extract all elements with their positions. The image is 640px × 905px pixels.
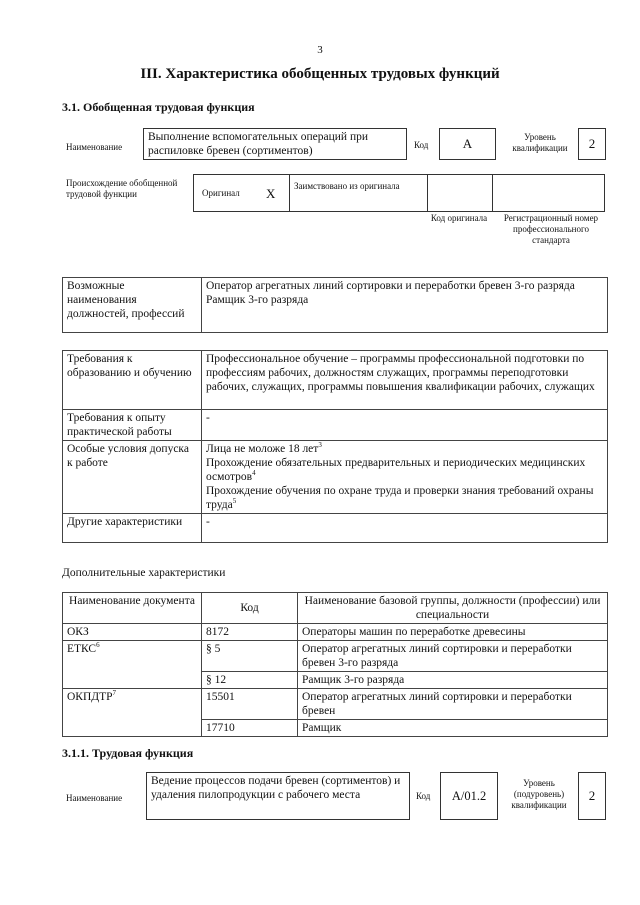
origin-label: Происхождение обобщенной трудовой функции [66,178,178,199]
etks-code-1: § 5 [202,641,298,672]
experience-label: Требования к опыту практической работы [63,410,202,441]
requirements-table [62,350,608,543]
table-row [63,641,608,672]
positions-label: Возможные наименования должностей, профессий [63,278,202,333]
experience-value: - [202,410,608,441]
okpdtr-name-1: Оператор агрегатных линий сортировки и переработки бревен [298,689,608,720]
gtf-name-value: Выполнение вспомогательных операций при распиловке бревен (сортиментов) [143,128,407,160]
header-code: Код [202,593,298,624]
special-line-2: Прохождение обязательных предварительных и периодических медицинских осмотров$^4$ [206,457,586,483]
okpdtr-code-1: 15501 [202,689,298,720]
origin-divider-1 [289,175,290,211]
etks-name-1: Оператор агрегатных линий сортировки и переработки бревен 3-го разряда [298,641,608,672]
origin-reg-number-label: Регистрационный номер профессионального стандарта [503,213,599,245]
origin-original-label: Оригинал [202,188,240,198]
etks-name-2: Рамщик 3-го разряда [298,672,608,689]
origin-divider-2 [427,175,428,211]
origin-box [193,174,605,212]
education-label: Требования к образованию и обучению [63,351,202,410]
table-row [63,689,608,720]
other-label: Другие характеристики [63,514,202,543]
footnote-3: 3 [318,441,322,450]
gtf-heading: 3.1. Обобщенная трудовая функция [62,100,255,114]
special-line-1: Лица не моложе 18 лет$^3$ [206,441,322,455]
additional-heading: Дополнительные характеристики [62,567,226,579]
okz-name: Операторы машин по переработке древесины [298,624,608,641]
origin-code-original-label: Код оригинала [430,213,488,223]
positions-table [62,277,608,333]
tf-heading: 3.1.1. Трудовая функция [62,746,194,760]
gtf-code-label: Код [414,140,429,150]
gtf-code-value: А [439,128,496,160]
okz-code: 8172 [202,624,298,641]
tf-code-value: А/01.2 [440,772,498,820]
special-values [202,441,608,514]
etks-doc: ЕТКС$^6$ [63,641,202,689]
additional-table [62,592,608,737]
origin-original-mark: X [266,186,276,201]
footnote-7: 7 [112,689,117,698]
special-line-3: Прохождение обучения по охране труда и проверки знания требований охраны труда$^5$ [206,485,594,511]
okz-doc: ОКЗ [63,624,202,641]
positions-line-1: Оператор агрегатных линий сортировки и переработки бревен 3-го разряда [206,280,575,292]
tf-level-value: 2 [578,772,606,820]
tf-name-value: Ведение процессов подачи бревен (сортиментов) и удаления пилопродукции с рабочего места [146,772,410,820]
footnote-6: 6 [96,641,100,650]
gtf-level-value: 2 [578,128,606,160]
positions-line-2: Рамщик 3-го разряда [206,294,309,306]
header-name: Наименование базовой группы, должности (профессии) или специальности [298,593,608,624]
origin-borrowed-label: Заимствовано из оригинала [294,181,400,191]
table-row [63,624,608,641]
okpdtr-name-2: Рамщик [298,720,608,737]
page-number: 3 [317,44,323,56]
tf-level-label: Уровень (подуровень) квалификации [511,778,567,810]
education-value: Профессиональное обучение – программы профессиональной подготовки по профессиям рабочих, должностям служащих, программы переподготовки рабочих, служащих, программы повышения квалификации рабочих, служащих [202,351,608,410]
etks-code-2: § 12 [202,672,298,689]
gtf-level-label: Уровень квалификации [512,132,568,153]
footnote-4: 4 [252,469,256,478]
other-value: - [202,514,608,543]
okpdtr-doc: ОКПДТР$^7$ [63,689,202,737]
origin-divider-3 [492,175,493,211]
tf-code-label: Код [416,791,431,801]
footnote-5: 5 [232,497,237,506]
header-doc: Наименование документа [63,593,202,624]
okpdtr-code-2: 17710 [202,720,298,737]
tf-name-label: Наименование [66,793,123,803]
special-label: Особые условия допуска к работе [63,441,202,514]
positions-values [202,278,608,333]
section-title: III. Характеристика обобщенных трудовых функций [140,66,500,82]
gtf-name-label: Наименование [66,142,123,152]
